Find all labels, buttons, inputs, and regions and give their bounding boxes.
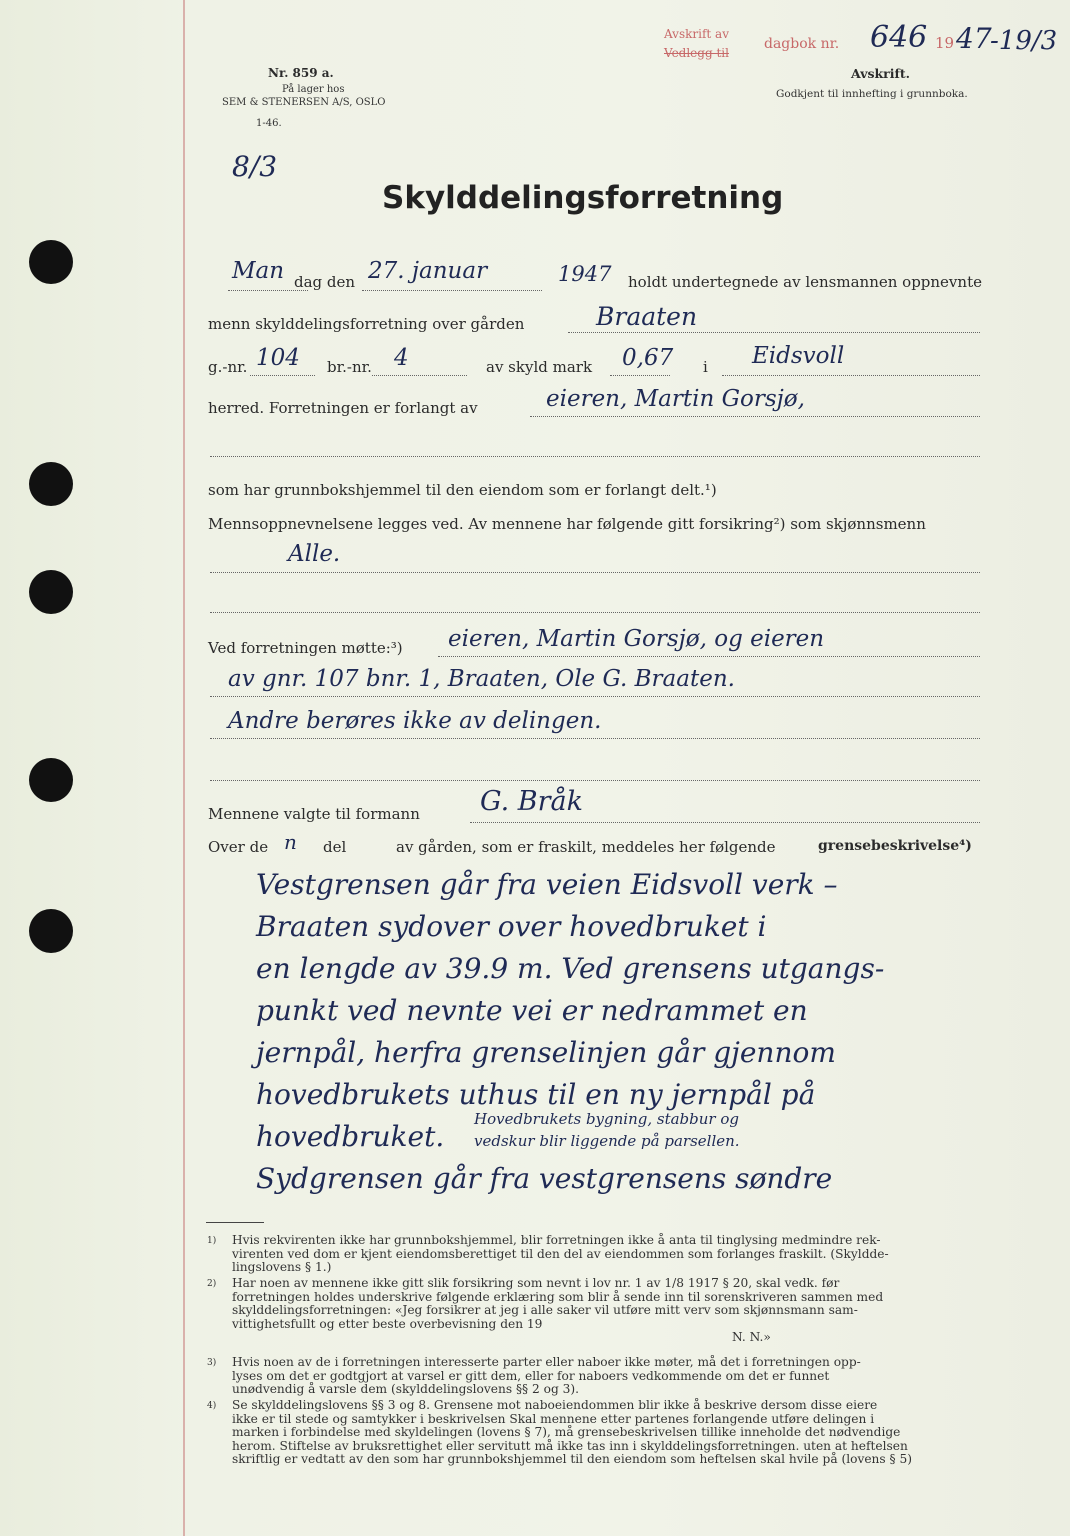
gnr-hand: 104 (256, 345, 300, 371)
stamp-dagbok: dagbok nr. (764, 36, 840, 52)
description-insert: vedskur blir liggende på parsellen. (474, 1132, 740, 1150)
margin-note: 8/3 (232, 150, 278, 183)
footnote-line: forretningen holdes underskrive følgende erklæring som blir å sende inn til sorenskriveren sammen med (232, 1289, 884, 1304)
fill-rule (530, 416, 980, 417)
i-label: i (703, 358, 708, 376)
description-line: en lengde av 39.9 m. Ved grensens utgangs- (256, 952, 885, 985)
footnote-line: Hvis rekvirenten ikke har grunnbokshjemmel, blir forretningen ikke å anta til tinglysing medmindre rek- (232, 1233, 881, 1247)
skyld-hand: 0,67 (622, 345, 674, 371)
footnote-line: vittighetsfullt og etter beste overbevisning den 19 (232, 1316, 543, 1331)
description-line: hovedbrukets uthus til en ny jernpål på (256, 1078, 816, 1111)
fill-rule (362, 290, 542, 291)
footnote-line: skriftlig er vedtatt av den som har grunnbokshjemmel til den eiendom som heftelsen skal hvile på (lovens § 5) (232, 1452, 913, 1466)
footnote-1 (232, 1234, 889, 1275)
footnote-2 (232, 1277, 883, 1345)
year-hand: 1947 (558, 262, 612, 286)
punch-hole (29, 462, 73, 506)
footnote-separator (206, 1222, 264, 1223)
description-line: punkt ved nevnte vei er nedrammet en (256, 994, 808, 1027)
footnote-line: herom. Stiftelse av bruksrettighet eller servitutt må ikke tas inn i skylddelingsforretningen. uten at heftelsen (232, 1438, 908, 1453)
footnote-line: lingslovens § 1.) (232, 1260, 332, 1274)
fill-rule (722, 375, 980, 376)
fill-rule (210, 572, 980, 573)
fill-rule (372, 375, 467, 376)
line14-text: Mennene valgte til formann (208, 805, 420, 823)
footnote-number: 4) (207, 1401, 217, 1411)
page-title: Skylddelingsforretning (382, 180, 784, 216)
weekday-hand: Man (232, 258, 285, 284)
description-line: Sydgrensen går fra vestgrensens søndre (256, 1162, 833, 1195)
footnote-line: lyses om det er godtgjort at varsel er gitt dem, eller for naboers vedkommende om det er funnet (232, 1368, 830, 1383)
avskrift-label: Avskrift. (851, 66, 910, 81)
date-handwritten: -19/3 (990, 26, 1058, 56)
appraisers-hand: Alle. (288, 541, 341, 567)
line1-text-a: dag den (294, 273, 356, 291)
line10-text: Ved forretningen møtte:³) (208, 639, 403, 657)
approval-note: Godkjent til innhefting i grunnboka. (776, 88, 968, 100)
requester-hand: eieren, Martin Gorsjø, (546, 386, 805, 412)
footnote-line: marken i forbindelse med skyldelingen (lovens § 7), må grensebeskrivelsen tillike inneholde det nødvendige (232, 1425, 901, 1439)
attendees-hand-1: eieren, Martin Gorsjø, og eieren (448, 626, 825, 652)
margin-line (183, 0, 185, 1536)
line7-text: Mennsoppnevnelsene legges ved. Av mennene har følgende gitt forsikring²) som skjønnsmenn (208, 515, 926, 533)
punch-hole (29, 758, 73, 802)
footnote-number: 2) (207, 1279, 217, 1289)
brnr-label: br.-nr. (327, 358, 372, 376)
fill-rule (210, 456, 980, 457)
description-line: jernpål, herfra grenselinjen går gjennom (256, 1036, 836, 1069)
footnote-line: virenten ved dom er kjent eiendomsberettiget til den del av eiendommen som forlanges fraskilt. (Skyldde- (232, 1246, 889, 1261)
punch-hole (29, 570, 73, 614)
fill-rule (210, 696, 980, 697)
description-insert: Hovedbrukets bygning, stabbur og (474, 1110, 739, 1128)
footnote-line: ikke er til stede og samtykker i beskrivelsen Skal mennene etter partenes forlangende utføre delingen i (232, 1411, 875, 1426)
attendees-hand-3: Andre berøres ikke av delingen. (228, 708, 602, 734)
fill-rule (470, 822, 980, 823)
footnote-line: Se skylddelingslovens §§ 3 og 8. Grensene mot naboeiendommen blir ikke å beskrive dersom disse eiere (232, 1398, 878, 1412)
line15-text-b: del (323, 838, 347, 856)
form-number: Nr. 859 a. (268, 66, 334, 80)
footnote-line: unødvendig å varsle dem (skylddelingslovens §§ 2 og 3). (232, 1382, 580, 1396)
fill-rule (568, 332, 980, 333)
punch-hole (29, 240, 73, 284)
line15-hand: n (284, 830, 297, 854)
publisher: SEM & STENERSEN A/S, OSLO (222, 97, 386, 108)
municipality-hand: Eidsvoll (752, 343, 845, 369)
description-line: hovedbruket. (256, 1120, 445, 1153)
fill-rule (250, 375, 315, 376)
line1-text-b: holdt undertegnede av lensmannen oppnevnte (628, 273, 982, 291)
footnote-4 (232, 1399, 912, 1467)
footnote-line: Hvis noen av de i forretningen interesserte parter eller naboer ikke møter, må det i forretningen opp- (232, 1355, 861, 1369)
fill-rule (210, 612, 980, 613)
stamp-avskrift-av: Avskrift av (664, 27, 729, 41)
line15-text-c: av gården, som er fraskilt, meddeles her følgende (396, 838, 776, 856)
line15-text-a: Over de (208, 838, 269, 856)
date-hand: 27. januar (368, 258, 488, 284)
chairman-hand: G. Bråk (480, 786, 583, 817)
fill-rule (438, 656, 980, 657)
line15-bold: grensebeskrivelse⁴) (818, 838, 972, 854)
footnote-3 (232, 1356, 861, 1397)
line2-text: menn skylddelingsforretning over gården (208, 315, 525, 333)
line4-text: herred. Forretningen er forlangt av (208, 399, 478, 417)
skyld-label: av skyld mark (486, 358, 593, 376)
fill-rule (210, 738, 980, 739)
dagbok-number: 646 (870, 20, 928, 55)
brnr-hand: 4 (394, 345, 409, 371)
edition: 1-46. (256, 118, 282, 129)
footnote-number: 1) (207, 1236, 217, 1246)
footnote-line: Har noen av mennene ikke gitt slik forsikring som nevnt i lov nr. 1 av 1/8 1917 § 20, skal vedk. før (232, 1276, 840, 1290)
year-handwritten: 47 (956, 22, 992, 55)
year-stamp: 19 (935, 34, 955, 52)
farm-name-hand: Braaten (596, 302, 698, 331)
description-line: Braaten sydover over hovedbruket i (256, 910, 767, 943)
line6-text: som har grunnbokshjemmel til den eiendom som er forlangt delt.¹) (208, 481, 717, 499)
footnote-line: skylddelingsforretningen: «Jeg forsikrer at jeg i alle saker vil utføre mitt verv som skjønnsmann sam- (232, 1303, 858, 1317)
punch-hole (29, 909, 73, 953)
footnote-line: N. N.» (732, 1330, 771, 1344)
stock-note: På lager hos (282, 84, 345, 95)
attendees-hand-2: av gnr. 107 bnr. 1, Braaten, Ole G. Braaten. (228, 666, 735, 692)
gnr-label: g.-nr. (208, 358, 248, 376)
fill-rule (610, 375, 670, 376)
fill-rule (210, 780, 980, 781)
footnote-number: 3) (207, 1358, 217, 1368)
description-line: Vestgrensen går fra veien Eidsvoll verk – (256, 868, 838, 901)
stamp-vedlegg-til: Vedlegg til (664, 46, 729, 60)
